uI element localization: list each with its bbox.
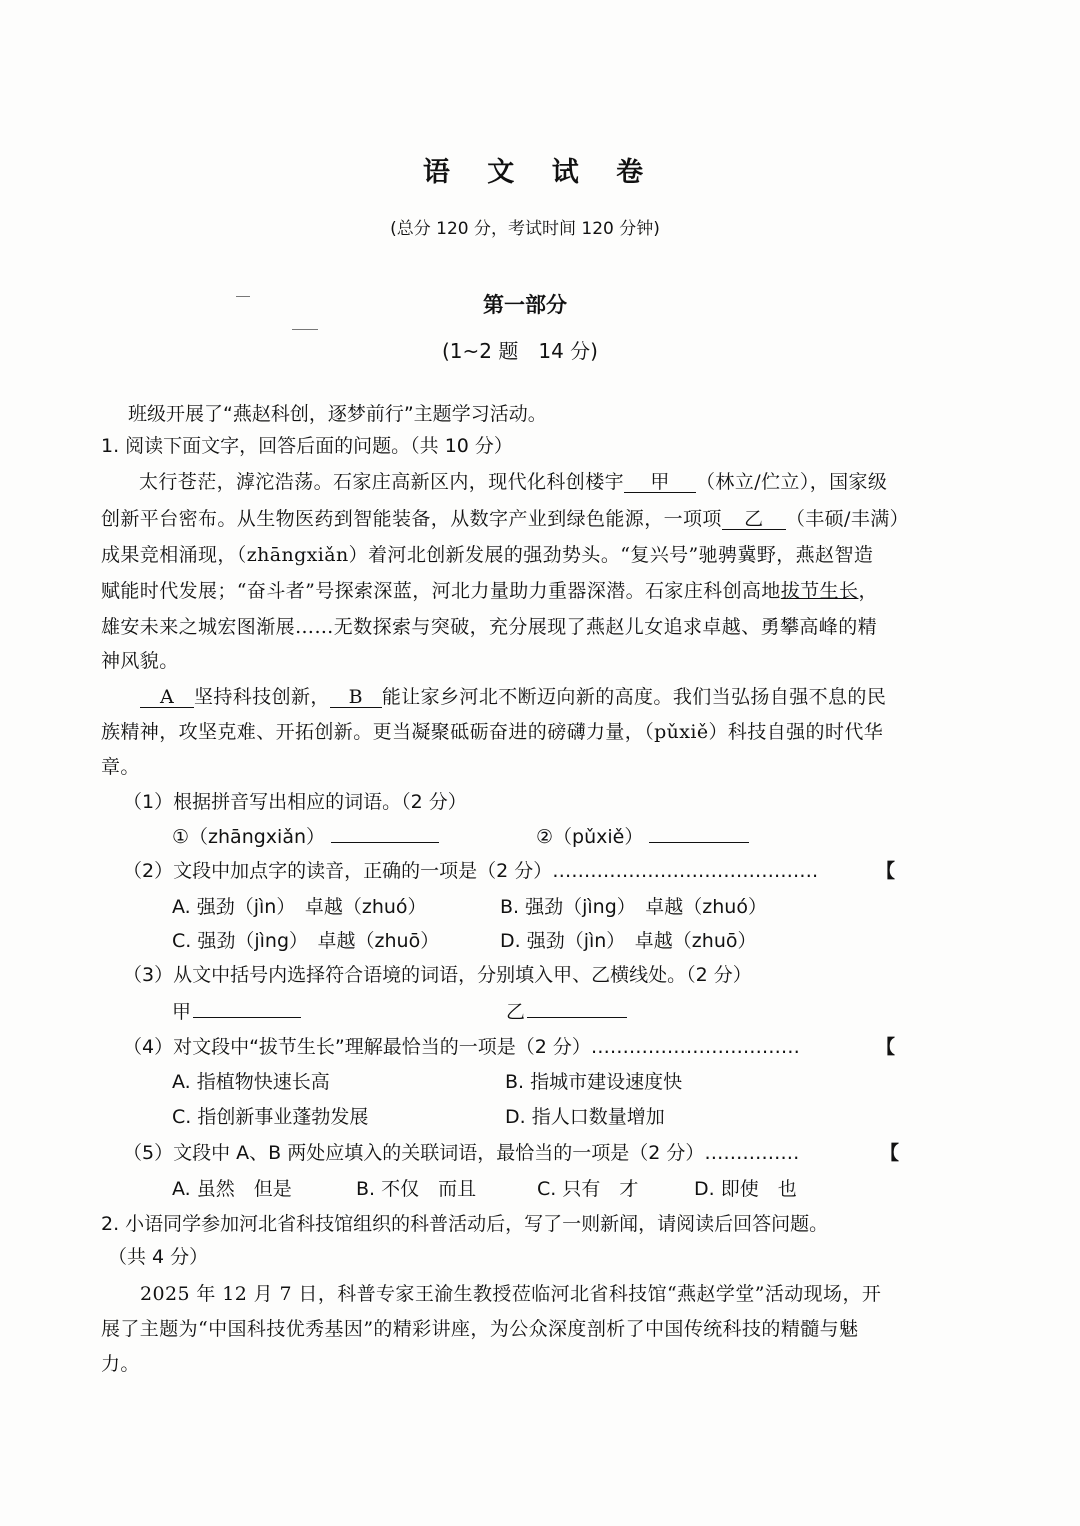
option-a[interactable]: A. 指植物快速长高: [172, 1071, 330, 1093]
blank-jia: 甲: [624, 473, 696, 493]
passage-line: A 坚持科技创新， B 能让家乡河北不断迈向新的高度。我们当弘扬自强不息的民: [140, 688, 886, 708]
news-line: 2025 年 12 月 7 日，科普专家王渝生教授莅临河北省科技馆“燕赵学堂”活动现场，开: [140, 1283, 882, 1305]
scan-speck: [292, 329, 318, 330]
passage-line: 创新平台密布。从生物医药到智能装备，从数字产业到绿色能源，一项项 乙 （丰硕/丰满）: [101, 508, 910, 530]
answer-blank[interactable]: [193, 1017, 301, 1018]
news-line: 展了主题为“中国科技优秀基因”的精彩讲座，为公众深度剖析了中国传统科技的精髓与魅: [101, 1318, 859, 1340]
passage-line: 章。: [101, 756, 140, 778]
passage-line: 赋能时代发展；“奋斗者”号探索深蓝，河北力量助力重器深潜。石家庄科创高地拔节生长，: [101, 580, 878, 602]
answer-bracket[interactable]: 【: [876, 860, 896, 882]
option-b[interactable]: B. 指城市建设速度快: [505, 1071, 683, 1093]
question-1-heading: 1. 阅读下面文字，回答后面的问题。（共 10 分）: [101, 435, 513, 457]
passage-line: 成果竞相涌现，（zhāngxiǎn）着河北创新发展的强劲势头。“复兴号”驰骋冀野，燕赵智造: [101, 544, 874, 566]
answer-line-2: ②（pǔxiě）: [536, 828, 749, 847]
passage-line: 雄安未来之城宏图渐展……无数探索与突破，充分展现了燕赵儿女追求卓越、勇攀高峰的精: [101, 616, 878, 638]
option-b[interactable]: B. 不仅 而且: [356, 1178, 477, 1200]
option-a[interactable]: A. 虽然 但是: [172, 1178, 292, 1200]
answer-line-1: ①（zhāngxiǎn）: [172, 828, 439, 847]
option-b[interactable]: B. 强劲（jìng） 卓越（zhuó）: [500, 896, 767, 918]
answer-bracket[interactable]: 【: [880, 1142, 900, 1164]
subquestion-4: （4）对文段中“拔节生长”理解最恰当的一项是（2 分）……………………………: [123, 1036, 800, 1058]
option-a[interactable]: A. 强劲（jìn） 卓越（zhuó）: [172, 896, 427, 918]
blank-A: A: [140, 688, 194, 708]
answer-bracket[interactable]: 【: [876, 1036, 896, 1058]
part-range: (1~2 题 14 分): [442, 339, 598, 363]
page-subtitle: (总分 120 分，考试时间 120 分钟): [390, 219, 660, 239]
news-line: 力。: [101, 1353, 140, 1375]
part-heading: 第一部分: [483, 293, 567, 317]
option-d[interactable]: D. 强劲（jìn） 卓越（zhuō）: [500, 930, 757, 952]
passage-line: 神风貌。: [101, 650, 179, 672]
passage-line: 太行苍茫，滹沱浩荡。石家庄高新区内，现代化科创楼宇 甲 （林立/伫立），国家级: [139, 471, 888, 493]
question-2-heading: 2. 小语同学参加河北省科技馆组织的科普活动后，写了一则新闻，请阅读后回答问题。: [101, 1213, 829, 1235]
subquestion-5: （5）文段中 A、B 两处应填入的关联词语，最恰当的一项是（2 分）……………: [123, 1142, 800, 1164]
underlined-phrase: 拔节生长: [780, 580, 859, 602]
option-d[interactable]: D. 指人口数量增加: [505, 1106, 665, 1128]
option-c[interactable]: C. 强劲（jìng） 卓越（zhuō）: [172, 930, 440, 952]
option-c[interactable]: C. 指创新事业蓬勃发展: [172, 1106, 369, 1128]
subquestion-1: （1）根据拼音写出相应的词语。（2 分）: [123, 791, 467, 813]
answer-line-yi: 乙: [506, 1003, 627, 1022]
intro-text: 班级开展了“燕赵科创，逐梦前行”主题学习活动。: [128, 403, 547, 425]
question-2-score: （共 4 分）: [108, 1246, 209, 1268]
answer-line-jia: 甲: [172, 1003, 301, 1022]
subquestion-2: （2）文段中加点字的读音，正确的一项是（2 分）……………………………………: [123, 860, 819, 882]
answer-blank[interactable]: [527, 1017, 627, 1018]
page-title: 语 文 试 卷: [422, 157, 658, 188]
option-c[interactable]: C. 只有 才: [537, 1178, 639, 1200]
answer-blank[interactable]: [649, 842, 749, 843]
answer-blank[interactable]: [331, 842, 439, 843]
passage-line: 族精神，攻坚克难、开拓创新。更当凝聚砥砺奋进的磅礴力量，（pǔxiě）科技自强的时代华: [101, 721, 884, 743]
blank-yi: 乙: [722, 510, 786, 530]
subquestion-3: （3）从文中括号内选择符合语境的词语，分别填入甲、乙横线处。（2 分）: [123, 964, 752, 986]
option-d[interactable]: D. 即使 也: [694, 1178, 797, 1200]
blank-B: B: [330, 688, 382, 708]
